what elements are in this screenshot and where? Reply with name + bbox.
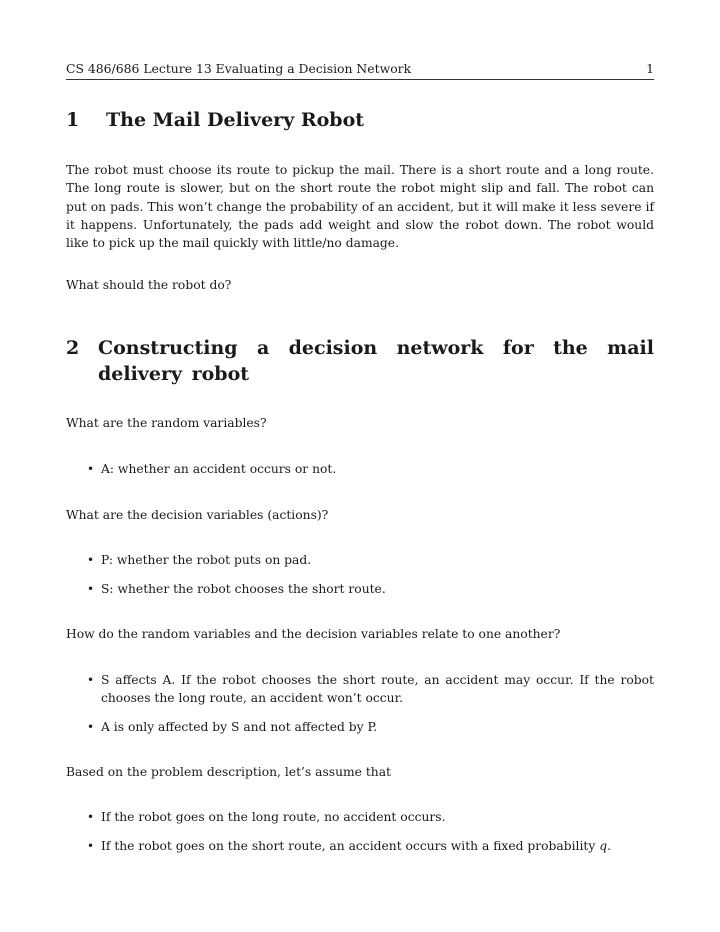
section-number: 2 — [66, 337, 80, 359]
section-title: Constructing a decision network for the mail delivery robot — [98, 337, 654, 385]
question-random-variables: What are the random variables? — [66, 416, 267, 430]
page-number: 1 — [646, 61, 654, 76]
question-relations: How do the random variables and the decision variables relate to one another? — [66, 627, 561, 641]
list-item-text: S affects A. If the robot chooses the short route, an accident may occur. If the robot chooses the long route, an accident won’t occur. — [101, 673, 654, 706]
header-rule — [66, 79, 654, 80]
list-item-text: A is only affected by S and not affected by P. — [101, 720, 378, 734]
bullet-icon: • — [87, 839, 95, 853]
list-item-text: A: whether an accident occurs or not. — [101, 462, 337, 476]
section-1-paragraph: The robot must choose its route to pickup the mail. There is a short route and a long route. The long route is slower, but on the short route the robot might slip and fall. The robot can put on pads. This won’t change the probability of an accident, but it will make it less severe if it happens. Unfortunately, the pads add weight and slow the robot down. The robot would like to pick up the mail quickly with little/no damage. — [66, 163, 654, 251]
list-item-text: If the robot goes on the long route, no accident occurs. — [101, 810, 446, 824]
list-item-text: S: whether the robot chooses the short route. — [101, 582, 386, 596]
bullet-icon: • — [87, 553, 95, 567]
running-title: CS 486/686 Lecture 13 Evaluating a Decision Network — [66, 61, 412, 76]
bullet-icon: • — [87, 810, 95, 824]
section-title: The Mail Delivery Robot — [106, 109, 365, 131]
bullet-icon: • — [87, 673, 95, 687]
question-what-should-robot-do: What should the robot do? — [66, 278, 232, 292]
probability-symbol: q — [599, 839, 608, 853]
sentence-period: . — [607, 839, 612, 853]
list-item-text — [101, 837, 654, 855]
bullet-icon: • — [87, 462, 95, 476]
section-number: 1 — [66, 109, 80, 131]
assumption-text: If the robot goes on the short route, an accident occurs with a fixed probability — [101, 839, 600, 853]
section-2-heading — [66, 335, 654, 387]
bullet-icon: • — [87, 720, 95, 734]
list-item-text: P: whether the robot puts on pad. — [101, 553, 312, 567]
question-decision-variables: What are the decision variables (actions)? — [66, 508, 329, 522]
assumption-intro: Based on the problem description, let’s assume that — [66, 765, 391, 779]
bullet-icon: • — [87, 582, 95, 596]
running-header — [66, 60, 654, 78]
